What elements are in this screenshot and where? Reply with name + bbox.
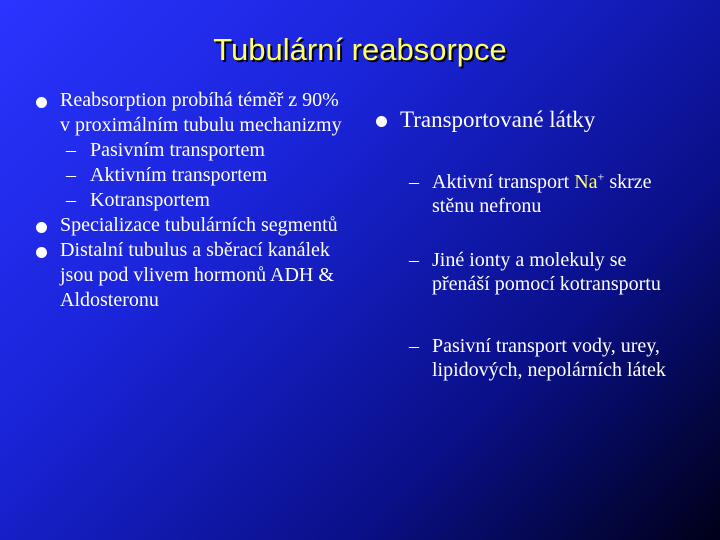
bullet-text: Distalní tubulus a sběrací kanálek jsou pod vlivem hormonů ADH & Aldosteronu (60, 239, 334, 311)
right-column (376, 106, 676, 382)
bullet-text: Specializace tubulárních segmentů (60, 214, 338, 236)
sub-item-text: Pasivní transport vody, urey, lipidových, nepolárních látek (432, 335, 666, 381)
bullet-item-specialization (36, 213, 346, 238)
sub-item-active (36, 163, 346, 188)
sub-item-text: Jiné ionty a molekuly se přenáší pomocí kotransportu (432, 249, 661, 295)
sub-item-active-transport (376, 170, 676, 218)
round-bullet-icon (36, 97, 47, 108)
round-bullet-icon (36, 222, 47, 233)
bullet-text: Reabsorption probíhá téměř z 90% v proximálním tubulu mechanizmy (60, 89, 342, 136)
ion-charge: + (597, 169, 605, 184)
bullet-item-transported (376, 106, 676, 134)
left-column (36, 88, 346, 313)
sodium-ion: Na (574, 171, 598, 193)
bullet-text: Transportované látky (400, 107, 596, 132)
dash-icon: – (66, 139, 76, 161)
dash-icon: – (409, 171, 419, 193)
dash-icon: – (66, 189, 76, 211)
sub-item-text: Pasivním transportem (90, 139, 265, 161)
sub-item-text: Aktivním transportem (90, 164, 268, 186)
slide-title: Tubulární reabsorpce (213, 32, 507, 67)
bullet-item-reabsorption (36, 88, 346, 138)
sub-item-cotransport (36, 188, 346, 213)
round-bullet-icon (376, 116, 387, 127)
round-bullet-icon (36, 247, 47, 258)
sub-item-passive (36, 138, 346, 163)
sub-item-other-ions (376, 248, 676, 296)
sub-item-text: skrze stěnu nefronu (432, 171, 652, 217)
sub-item-text: Aktivní transport (432, 171, 575, 193)
sub-item-passive-transport (376, 334, 676, 382)
dash-icon: – (409, 249, 419, 271)
dash-icon: – (409, 335, 419, 357)
dash-icon: – (66, 164, 76, 186)
sub-item-text: Kotransportem (90, 189, 210, 211)
bullet-item-distal (36, 238, 346, 313)
